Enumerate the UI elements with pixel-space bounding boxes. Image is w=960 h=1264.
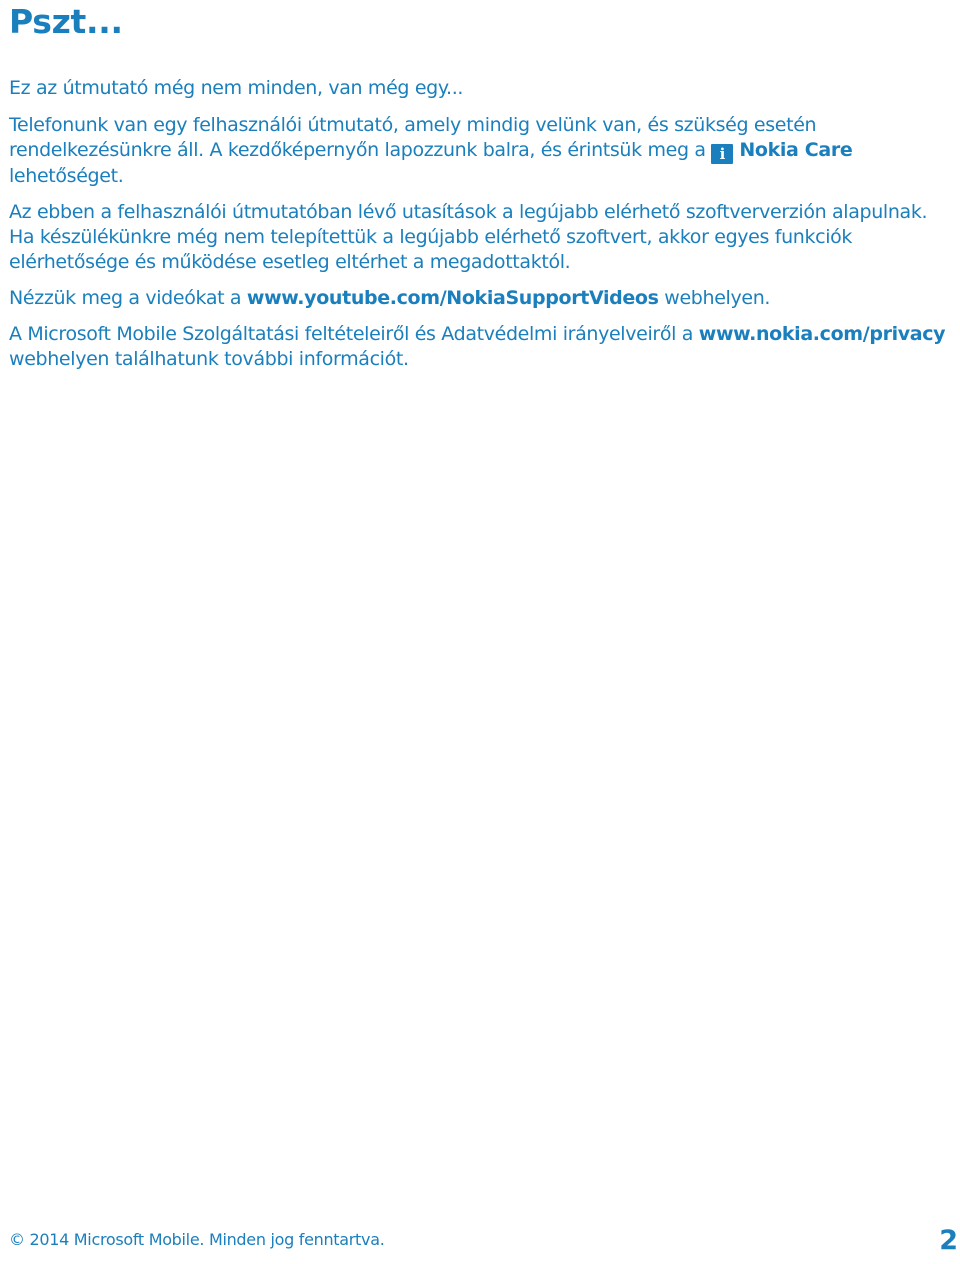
- page-number: 2: [939, 1225, 958, 1256]
- paragraph-videos: [9, 286, 949, 311]
- copyright-footer: © 2014 Microsoft Mobile. Minden jog fenntartva.: [9, 1230, 385, 1249]
- paragraph-text: A Microsoft Mobile Szolgáltatási feltételeiről és Adatvédelmi irányelveiről a: [9, 323, 699, 345]
- privacy-link[interactable]: www.nokia.com/privacy: [698, 323, 946, 345]
- page-title: Pszt...: [9, 2, 123, 41]
- paragraph-text: lehetőséget.: [9, 165, 124, 187]
- nokia-care-label: Nokia Care: [739, 139, 853, 161]
- youtube-link[interactable]: www.youtube.com/NokiaSupportVideos: [246, 287, 659, 309]
- intro-text: Ez az útmutató még nem minden, van még egy...: [9, 77, 464, 99]
- paragraph-text: Nézzük meg a videókat a: [9, 287, 247, 309]
- paragraph-nokia-care: [9, 113, 949, 189]
- paragraph-text: webhelyen találhatunk további információt.: [9, 348, 409, 370]
- info-icon: i: [711, 144, 733, 164]
- paragraph-text: Telefonunk van egy felhasználói útmutató, amely mindig velünk van, és szükség esetén rendelkezésünkre áll. A kezdőképernyőn lapozzunk balra, és érintsük meg a: [9, 114, 817, 161]
- paragraph-privacy: [9, 322, 949, 372]
- paragraph-software-version: Az ebben a felhasználói útmutatóban lévő utasítások a legújabb elérhető szoftververzión alapulnak. Ha készülékünkre még nem telepítettük a legújabb elérhető szoftvert, akkor egyes funkciók elérhetősége és működése esetleg eltérhet a megadottaktól.: [9, 201, 928, 273]
- content: [9, 76, 949, 383]
- paragraph-text: webhelyen.: [658, 287, 771, 309]
